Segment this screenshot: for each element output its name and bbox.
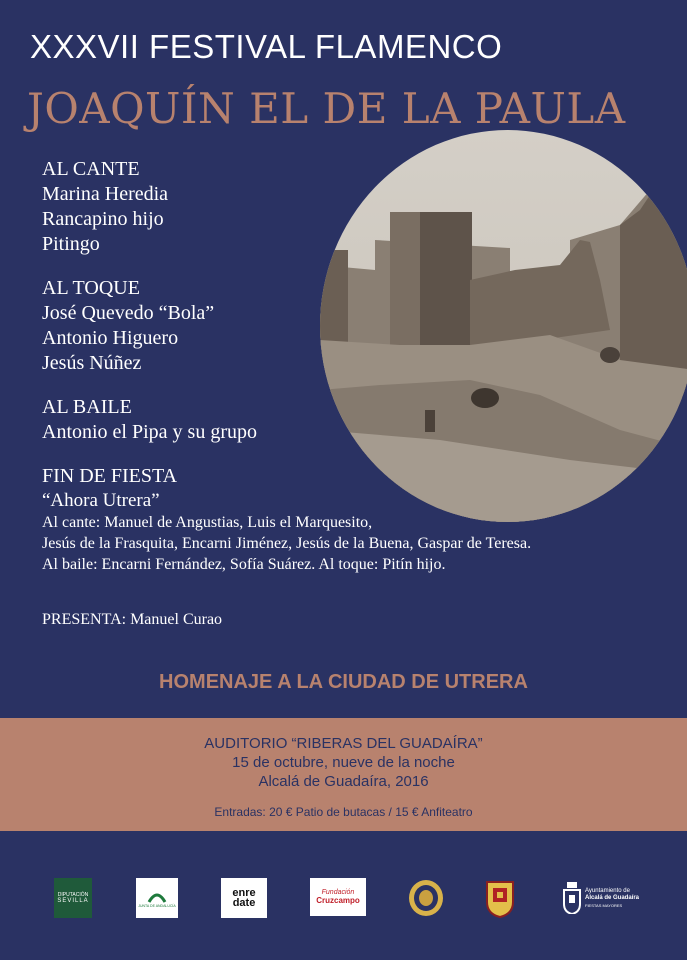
lineup: [42, 157, 531, 594]
ayuntamiento-line1: Ayuntamiento de: [585, 887, 630, 894]
presenta: [42, 611, 222, 629]
homenaje-banner: HOMENAJE A LA CIUDAD DE UTRERA: [159, 671, 528, 693]
fin-detail: Al baile: Encarni Fernández, Sofía Suárez. Al toque: Pitín hijo.: [42, 556, 446, 573]
junta-label: JUNTA DE ANDALUCÍA: [138, 904, 176, 908]
ayuntamiento-line2: Alcalá de Guadaíra: [585, 894, 640, 901]
venue-band: [0, 718, 687, 831]
ayuntamiento-logo: [563, 878, 653, 918]
ayuntamiento-line3: FIESTAS MAYORES: [585, 902, 623, 908]
diputacion-bottom: SEVILLA: [57, 898, 89, 904]
section-baile: [42, 395, 531, 445]
festival-title: XXXVII FESTIVAL FLAMENCO: [30, 28, 503, 65]
cruzcampo-top: Fundación: [321, 889, 355, 896]
artist: Rancapino hijo: [42, 208, 164, 230]
event-date: 15 de octubre, nueve de la noche: [232, 754, 455, 771]
junta-logo: [136, 878, 178, 918]
section-fin-de-fiesta: [42, 464, 531, 575]
presenta-name: Manuel Curao: [130, 611, 223, 628]
hermandad-seal: [408, 878, 444, 918]
presenta-label: PRESENTA:: [42, 611, 127, 628]
artist: Jesús Núñez: [42, 352, 142, 374]
sponsor-logos: [0, 870, 687, 930]
diputacion-logo: [54, 878, 92, 918]
fin-detail: Al cante: Manuel de Angustias, Luis el Marquesito,: [42, 514, 373, 531]
enredate-logo: enre date: [221, 878, 267, 918]
artist: José Quevedo “Bola”: [42, 302, 215, 324]
section-heading: AL BAILE: [42, 396, 132, 418]
section-toque: [42, 276, 531, 376]
ticket-prices: Entradas: 20 € Patio de butacas / 15 € Anfiteatro: [214, 805, 473, 819]
section-cante: [42, 157, 531, 257]
section-heading: AL TOQUE: [42, 277, 140, 299]
artist: Pitingo: [42, 233, 100, 255]
ayuntamiento-crest-icon: [563, 882, 581, 914]
artist: Marina Heredia: [42, 183, 169, 205]
section-heading: FIN DE FIESTA: [42, 465, 178, 487]
show-title: “Ahora Utrera”: [42, 490, 160, 511]
seal-icon: [408, 879, 444, 917]
junta-emblem-icon: [147, 888, 167, 904]
cruzcampo-bottom: Cruzcampo: [316, 896, 360, 905]
artist: Antonio el Pipa y su grupo: [42, 421, 257, 443]
honoree-title: JOAQUÍN EL DE LA PAULA: [27, 84, 626, 133]
diputacion-top: DIPUTACIÓN: [57, 892, 89, 898]
event-place: Alcalá de Guadaíra, 2016: [258, 773, 429, 790]
artist: Antonio Higuero: [42, 327, 179, 349]
coat-of-arms-icon: [485, 878, 515, 918]
utrera-coat-of-arms: [484, 878, 516, 918]
venue-name: AUDITORIO “RIBERAS DEL GUADAÍRA”: [204, 735, 483, 752]
cruzcampo-logo: [310, 878, 366, 916]
section-heading: AL CANTE: [42, 158, 140, 180]
fin-detail: Jesús de la Frasquita, Encarni Jiménez, Jesús de la Buena, Gaspar de Teresa.: [42, 535, 532, 552]
